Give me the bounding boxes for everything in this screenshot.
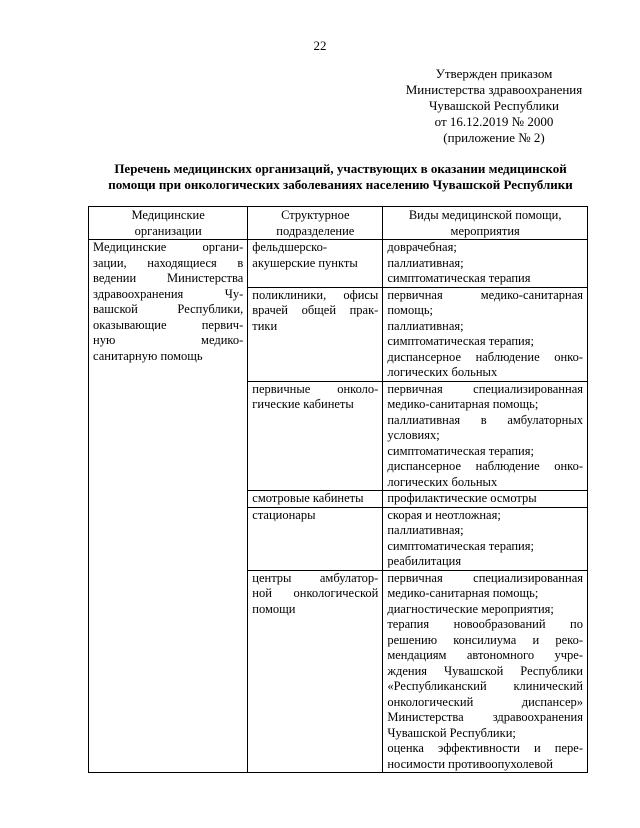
- cell-line: оказывающие первич-: [93, 317, 244, 332]
- cell-line: носимости противоопухолевой: [387, 756, 553, 771]
- approval-line: (приложение № 2): [443, 130, 545, 145]
- cell-line: решению консилиума и реко-: [387, 632, 583, 647]
- header-line: подразделение: [276, 223, 355, 238]
- header-line: Виды медицинской помощи,: [408, 208, 562, 222]
- cell-line: паллиативная в амбулаторных: [387, 412, 583, 427]
- approval-line: Утвержден приказом: [435, 66, 553, 81]
- cell-line: паллиативная;: [387, 523, 464, 537]
- header-care-types: [383, 207, 588, 240]
- approval-line: Чувашской Республики: [428, 98, 560, 113]
- organization-name-cell: [89, 240, 248, 773]
- cell-line: диспансерное наблюдение онко-: [387, 349, 583, 364]
- cell-line: помощи: [252, 601, 296, 616]
- cell-line: Чувашской Республики;: [387, 725, 516, 740]
- unit-cell: [248, 491, 383, 508]
- unit-cell: [248, 381, 383, 491]
- care-types-cell: [383, 381, 588, 491]
- cell-line: смотровые кабинеты: [252, 491, 364, 505]
- care-types-cell: [383, 570, 588, 773]
- care-types-cell: [383, 240, 588, 288]
- cell-line: логических больных: [387, 474, 498, 489]
- cell-line: зации, находящиеся в: [93, 255, 244, 270]
- cell-line: стационары: [252, 507, 316, 522]
- cell-line: медико-санитарная помощь;: [387, 586, 539, 600]
- cell-line: ведении Министерства: [93, 271, 244, 285]
- cell-line: ную медико-: [93, 333, 244, 347]
- cell-line: медико-санитарная помощь;: [387, 397, 539, 411]
- header-unit: [248, 207, 383, 240]
- care-types-cell: [383, 491, 588, 508]
- header-line: Медицинские: [131, 208, 205, 222]
- page-number: 22: [313, 38, 327, 53]
- cell-line: терапия новообразований по: [387, 617, 583, 631]
- cell-line: доврачебная;: [387, 240, 457, 254]
- cell-line: первичная медико-санитарная: [387, 287, 583, 302]
- approval-line: Министерства здравоохранения: [405, 82, 583, 97]
- cell-line: ной онкологической: [252, 586, 379, 600]
- cell-line: поликлиники, офисы: [252, 287, 379, 302]
- unit-cell: [248, 570, 383, 773]
- cell-line: гические кабинеты: [252, 397, 354, 411]
- cell-line: симптоматическая терапия: [387, 271, 531, 285]
- cell-line: Министерства здравоохранения: [387, 710, 583, 724]
- cell-line: логических больных: [387, 365, 498, 379]
- cell-line: тики: [252, 318, 278, 333]
- cell-line: акушерские пункты: [252, 255, 358, 270]
- cell-line: «Республиканский клинический: [387, 679, 583, 693]
- header-line: мероприятия: [450, 223, 520, 238]
- care-types-cell: [383, 287, 588, 381]
- care-types-cell: [383, 507, 588, 570]
- cell-line: профилактические осмотры: [387, 491, 537, 505]
- cell-line: фельдшерско-: [252, 240, 328, 254]
- cell-line: паллиативная;: [387, 255, 464, 270]
- cell-line: первичная специализированная: [387, 570, 583, 585]
- cell-line: условиях;: [387, 428, 440, 442]
- cell-line: помощь;: [387, 303, 434, 317]
- header-line: организации: [134, 223, 202, 238]
- cell-line: реабилитация: [387, 554, 462, 568]
- header-line: Структурное: [281, 208, 350, 222]
- title-line: Перечень медицинских организаций, участвующих в оказании медицинской: [114, 161, 567, 176]
- cell-line: первичная специализированная: [387, 381, 583, 396]
- cell-line: центры амбулатор-: [252, 570, 379, 585]
- cell-line: симптоматическая терапия;: [387, 334, 534, 348]
- cell-line: симптоматическая терапия;: [387, 443, 534, 458]
- cell-line: диспансерное наблюдение онко-: [387, 459, 583, 473]
- cell-line: первичные онколо-: [252, 381, 379, 396]
- unit-cell: [248, 507, 383, 570]
- cell-line: Медицинские органи-: [93, 240, 244, 254]
- cell-line: симптоматическая терапия;: [387, 538, 534, 553]
- cell-line: диагностические мероприятия;: [387, 601, 554, 616]
- header-organizations: [89, 207, 248, 240]
- table-row: [89, 240, 588, 288]
- cell-line: оценка эффективности и пере-: [387, 741, 583, 755]
- cell-line: вашской Республики,: [93, 302, 244, 316]
- cell-line: ждения Чувашской Республики: [387, 663, 583, 678]
- document-title: [88, 161, 593, 193]
- approval-stamp: [393, 66, 595, 146]
- organizations-table: [88, 206, 588, 773]
- table-body: [89, 240, 588, 773]
- cell-line: врачей общей прак-: [252, 303, 379, 317]
- title-line: помощи при онкологических заболеваниях населению Чувашской Республики: [108, 177, 573, 192]
- cell-line: онкологический диспансер»: [387, 694, 583, 709]
- unit-cell: [248, 240, 383, 288]
- cell-line: мендациям автономного учре-: [387, 648, 583, 662]
- cell-line: здравоохранения Чу-: [93, 286, 244, 301]
- cell-line: паллиативная;: [387, 318, 464, 333]
- table-header-row: [89, 207, 588, 240]
- cell-line: санитарную помощь: [93, 348, 203, 363]
- cell-line: скорая и неотложная;: [387, 507, 501, 522]
- approval-line: от 16.12.2019 № 2000: [434, 114, 554, 129]
- unit-cell: [248, 287, 383, 381]
